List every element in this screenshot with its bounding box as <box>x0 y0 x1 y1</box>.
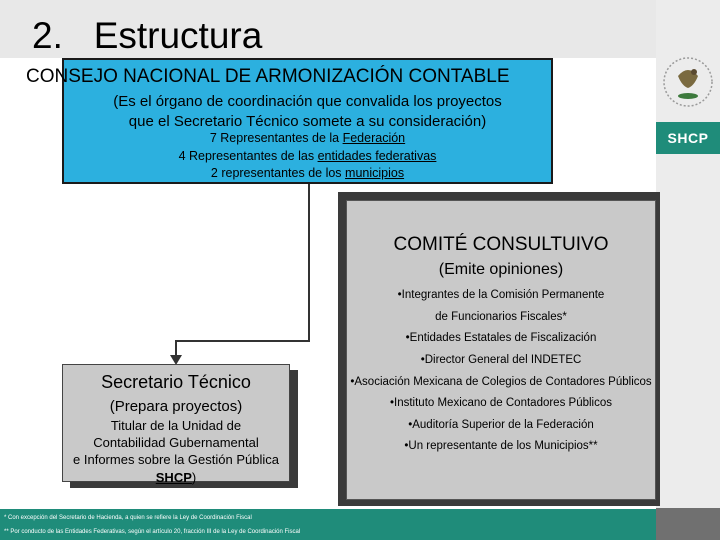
connector-vertical <box>308 184 310 342</box>
municipios-link[interactable]: municipios <box>345 166 405 180</box>
secretario-org: SHCP) <box>155 470 197 485</box>
comite-title: COMITÉ CONSULTUIVO <box>393 234 609 255</box>
federacion-link[interactable]: Federación <box>342 131 406 145</box>
secretario-subtitle: (Prepara proyectos) <box>109 398 243 415</box>
comite-item: •Auditoría Superior de la Federación <box>408 419 594 431</box>
comite-item: •Integrantes de la Comisión Permanente <box>397 289 605 301</box>
secretario-line: Titular de la Unidad de <box>110 418 242 433</box>
comite-item: •Entidades Estatales de Fiscalización <box>405 332 597 344</box>
right-corner-block <box>656 508 720 540</box>
consejo-member-entidades: 4 Representantes de las entidades federativas <box>178 149 437 163</box>
title-bar <box>0 0 656 58</box>
comite-item: de Funcionarios Fiscales* <box>435 311 567 323</box>
comite-item: •Un representante de los Municipios** <box>404 440 598 452</box>
secretario-line: Contabilidad Gubernamental <box>93 435 259 450</box>
comite-subtitle: (Emite opiniones) <box>438 261 564 278</box>
comite-item: •Instituto Mexicano de Contadores Públicos <box>389 397 612 409</box>
comite-item: •Director General del INDETEC <box>420 354 582 366</box>
consejo-member-federacion: 7 Representantes de la Federación <box>209 131 406 145</box>
page-title: 2. Estructura <box>32 15 263 56</box>
consejo-member-municipios: 2 representantes de los municipios <box>210 166 405 180</box>
entidades-link[interactable]: entidades federativas <box>317 149 437 163</box>
secretario-line: e Informes sobre la Gestión Pública <box>73 452 279 467</box>
shcp-badge: SHCP <box>656 122 720 154</box>
consejo-description-line1: (Es el órgano de coordinación que convalida los proyectos <box>113 93 502 110</box>
footnote: * Con excepción del Secretario de Hacienda, a quien se refiere la Ley de Coordinación Fiscal <box>4 515 252 521</box>
comite-item: •Asociación Mexicana de Colegios de Contadores Públicos <box>350 376 652 388</box>
connector-down <box>175 340 177 356</box>
connector-horizontal <box>176 340 310 342</box>
shcp-link[interactable]: SHCP <box>155 470 192 485</box>
footnote: ** Por conducto de las Entidades Federativas, según el artículo 20, fracción III de la Ley de Coordinación Fiscal <box>4 529 301 535</box>
secretario-title: Secretario Técnico <box>101 372 251 392</box>
coat-of-arms-logo <box>656 42 720 120</box>
consejo-title: CONSEJO NACIONAL DE ARMONIZACIÓN CONTABLE <box>26 66 510 87</box>
consejo-description-line2: que el Secretario Técnico somete a su consideración) <box>128 113 487 130</box>
